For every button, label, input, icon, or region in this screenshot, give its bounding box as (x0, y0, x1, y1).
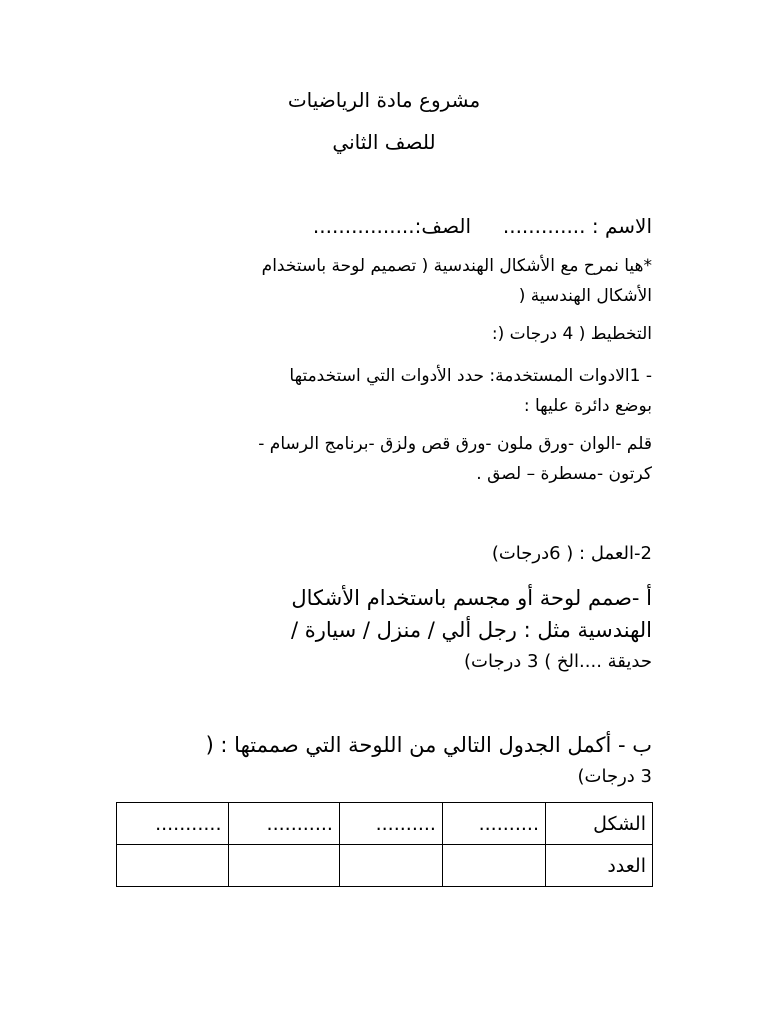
task-b-line-2: 3 درجات) (577, 766, 652, 787)
tools-line-2: بوضع دائرة عليها : (523, 396, 652, 416)
intro-line-2: الأشكال الهندسية ( (518, 286, 652, 306)
project-title: مشروع مادة الرياضيات (287, 88, 481, 112)
table-cell: الشكل (546, 803, 653, 845)
task-a-line-3: حديقة ....الخ ) 3 درجات) (464, 651, 652, 672)
table-cell (117, 845, 229, 887)
task-b-line-1: ب - أكمل الجدول التالي من اللوحة التي صممتها : ( (205, 733, 652, 757)
tools-line-1: - 1الادوات المستخدمة: حدد الأدوات التي استخدمتها (289, 366, 652, 386)
table-row (117, 845, 653, 887)
task-a-line-2: الهندسية مثل : رجل ألي / منزل / سيارة / (291, 618, 652, 642)
table-cell: ........... (228, 803, 339, 845)
table-cell: .......... (339, 803, 442, 845)
table-cell (228, 845, 339, 887)
intro-line-1: *هيا نمرح مع الأشكال الهندسية ( تصميم لوحة باستخدام (261, 256, 652, 276)
table-cell: العدد (546, 845, 653, 887)
tools-items-line-2: كرتون -مسطرة – لصق . (476, 464, 652, 484)
grade-subtitle: للصف الثاني (332, 130, 436, 154)
task-a-line-1: أ -صمم لوحة أو مجسم باستخدام الأشكال (291, 586, 652, 610)
shapes-count-table (116, 802, 653, 887)
tools-items-line-1: قلم -الوان -ورق ملون -ورق قص ولزق -برنامج الرسام - (258, 434, 652, 454)
name-class-line: الاسم : ............. الصف:................ (312, 214, 652, 238)
table-row (117, 803, 653, 845)
work-heading: 2-العمل : ( 6درجات) (491, 543, 652, 564)
table-cell (442, 845, 545, 887)
table-cell: .......... (442, 803, 545, 845)
table-cell: ........... (117, 803, 229, 845)
table-cell (339, 845, 442, 887)
planning-heading: التخطيط ( 4 درجات (: (491, 324, 652, 344)
